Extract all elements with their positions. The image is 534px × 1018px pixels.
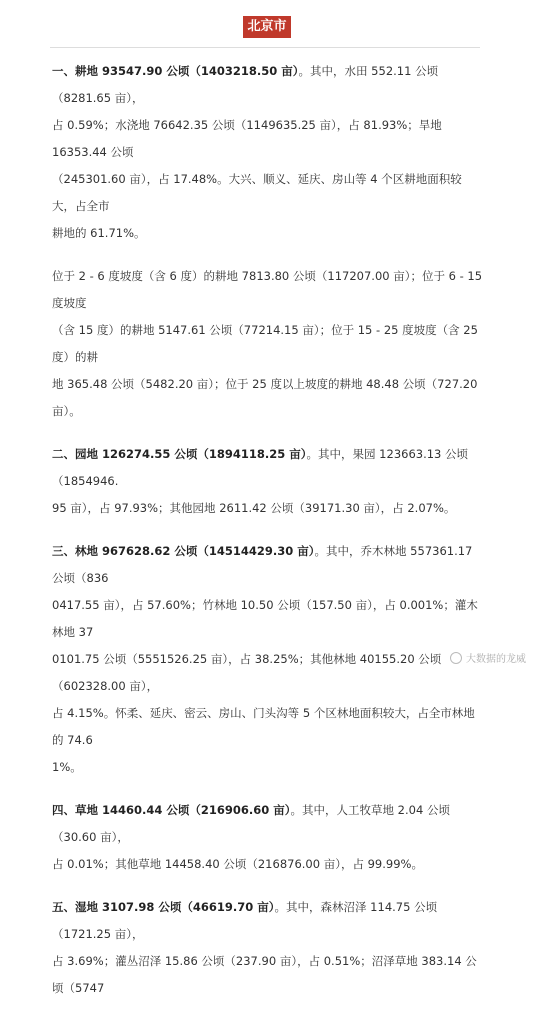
paragraph-text: 0101.75 公顷（5551526.25 亩），占 38.25%；其他林地 40155.20 公顷（602328.00 亩）， [52,652,442,693]
paragraph-text: 95 亩），占 97.93%；其他园地 2611.42 公顷（39171.30 亩），占 2.07%。 [52,501,456,515]
paragraph [52,538,484,781]
paragraph [52,441,484,522]
paragraph-text: 占 3.69%；灌丛沼泽 15.86 公顷（237.90 亩），占 0.51%；沼泽草地 383.14 公顷（5747 [52,954,477,995]
paragraph-text: 位于 2 - 6 度坡度（含 6 度）的耕地 7813.80 公顷（117207.00 亩）；位于 6 - 15 度坡度 [52,269,483,310]
paragraph [52,797,484,878]
paragraph-text: 。其中，果园 123663.13 公顷（1854946. [52,447,469,488]
paragraph-text: 占 0.01%；其他草地 14458.40 公顷（216876.00 亩），占 99.99%。 [52,857,423,871]
paragraph-text: 占 4.15%。怀柔、延庆、密云、房山、门头沟等 5 个区林地面积较大，占全市林地的 74.6 [52,706,475,747]
page-title: 北京市 [243,16,290,38]
section-heading: 三、林地 967628.62 公顷（14514429.30 亩） [52,544,315,558]
paragraph-text: 0417.55 亩），占 57.60%；竹林地 10.50 公顷（157.50 亩），占 0.001%；灌木林地 37 [52,598,478,639]
section-heading: 四、草地 14460.44 公顷（216906.60 亩） [52,803,291,817]
paragraph-text: 。其中，乔木林地 557361.17 公顷（836 [52,544,473,585]
section-heading: 二、园地 126274.55 公顷（1894118.25 亩） [52,447,307,461]
section-heading: 一、耕地 93547.90 公顷（1403218.50 亩） [52,64,299,78]
paragraph-text: 占 0.59%；水浇地 76642.35 公顷（1149635.25 亩），占 81.93%；旱地 16353.44 公顷 [52,118,442,159]
watermark [450,650,526,665]
article-body [52,58,484,1018]
paragraph-text: （245301.60 亩），占 17.48%。大兴、顺义、延庆、房山等 4 个区耕地面积较大，占全市 [52,172,462,213]
paragraph-text: 地 365.48 公顷（5482.20 亩）；位于 25 度以上坡度的耕地 48.48 公顷（727.20 亩）。 [52,377,478,418]
title-wrap [0,15,534,38]
paragraph-text: （含 15 度）的耕地 5147.61 公顷（77214.15 亩）；位于 15 - 25 度坡度（含 25 度）的耕 [52,323,478,364]
paragraph [52,894,484,1002]
paragraph-text: 。其中，森林沼泽 114.75 公顷（1721.25 亩）， [52,900,438,941]
wechat-logo-icon [450,652,462,664]
divider [50,47,480,48]
section-heading: 五、湿地 3107.98 公顷（46619.70 亩） [52,900,275,914]
paragraph [52,263,484,425]
paragraph-text: 。其中，水田 552.11 公顷（8281.65 亩）， [52,64,439,105]
paragraph-text: 耕地的 61.71%。 [52,226,146,240]
paragraph-text: 1%。 [52,760,82,774]
watermark-text: 大数据的龙威 [466,654,526,665]
paragraph-text: 。其中，人工牧草地 2.04 公顷（30.60 亩）， [52,803,450,844]
paragraph [52,58,484,247]
